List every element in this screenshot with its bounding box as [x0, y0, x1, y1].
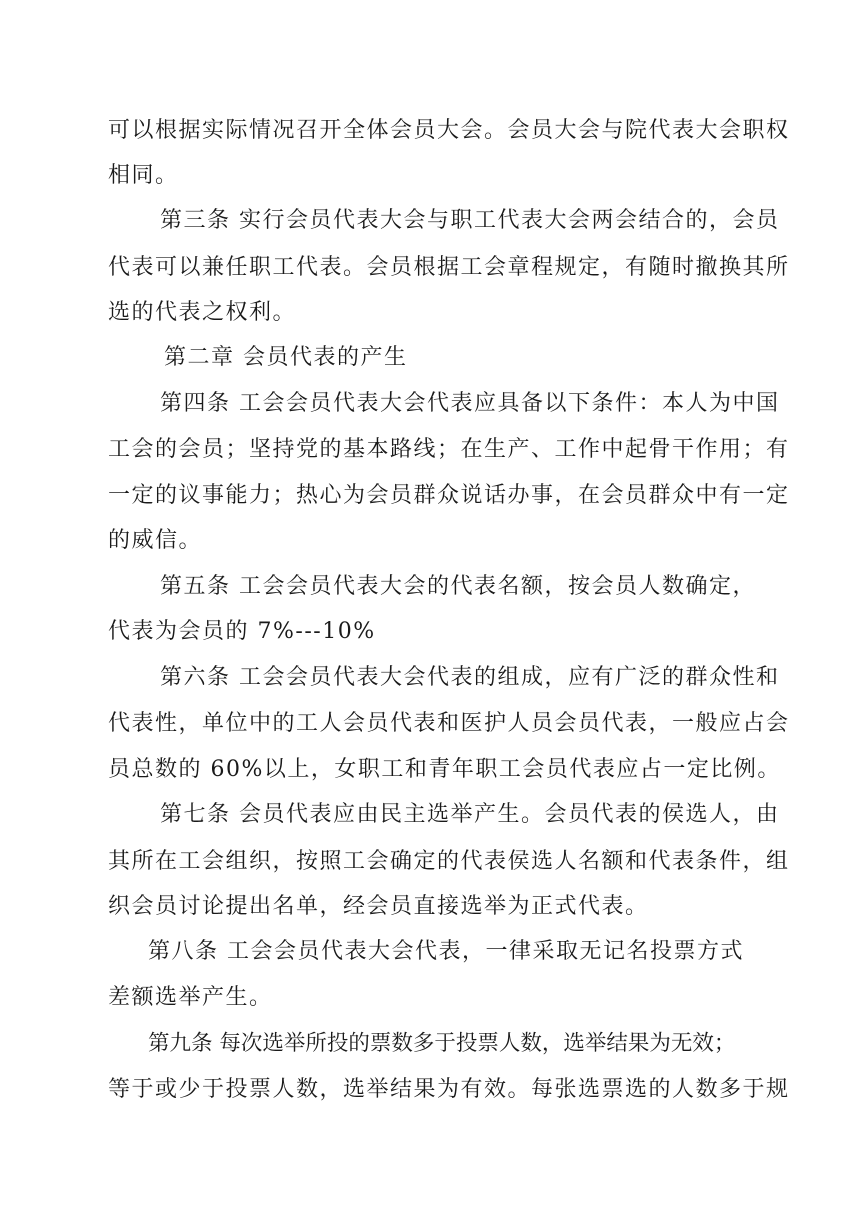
text-line: 差额选举产生。 [108, 985, 273, 1010]
text-line: 等于或少于投票人数，选举结果为有效。每张选票选的人数多于规 [108, 1077, 790, 1102]
text-line: 代表性，单位中的工人会员代表和医护人员会员代表，一般应占会 [108, 711, 790, 736]
text-line: 选的代表之权利。 [108, 300, 297, 325]
text-line: 第九条 每次选举所投的票数多于投票人数，选举结果为无效； [148, 1031, 736, 1056]
text-line: 的威信。 [108, 528, 203, 553]
text-line: 第七条 会员代表应由民主选举产生。会员代表的侯选人，由 [160, 802, 780, 827]
text-line: 代表为会员的 7%---10% [108, 619, 376, 644]
text-line: 第四条 工会会员代表大会代表应具备以下条件：本人为中国 [160, 391, 780, 416]
text-line: 代表可以兼任职工代表。会员根据工会章程规定，有随时撤换其所 [108, 255, 790, 280]
text-line: 织会员讨论提出名单，经会员直接选举为正式代表。 [108, 894, 649, 919]
text-line: 第五条 工会会员代表大会的代表名额，按会员人数确定， [160, 574, 756, 599]
text-line: 一定的议事能力；热心为会员群众说话办事，在会员群众中有一定 [108, 483, 790, 508]
text-line: 第三条 实行会员代表大会与职工代表大会两会结合的，会员 [160, 208, 780, 233]
text-line: 其所在工会组织，按照工会确定的代表侯选人名额和代表条件，组 [108, 849, 790, 874]
text-line: 可以根据实际情况召开全体会员大会。会员大会与院代表大会职权 [108, 118, 790, 143]
text-line: 员总数的 60%以上，女职工和青年职工会员代表应占一定比例。 [108, 757, 781, 782]
chapter-heading: 第二章 会员代表的产生 [164, 345, 408, 370]
text-line: 第六条 工会会员代表大会代表的组成，应有广泛的群众性和 [160, 665, 780, 690]
text-line: 工会的会员；坚持党的基本路线；在生产、工作中起骨干作用；有 [108, 437, 790, 462]
text-line: 第八条 工会会员代表大会代表，一律采取无记名投票方式 [148, 939, 744, 964]
text-line: 相同。 [108, 163, 179, 188]
